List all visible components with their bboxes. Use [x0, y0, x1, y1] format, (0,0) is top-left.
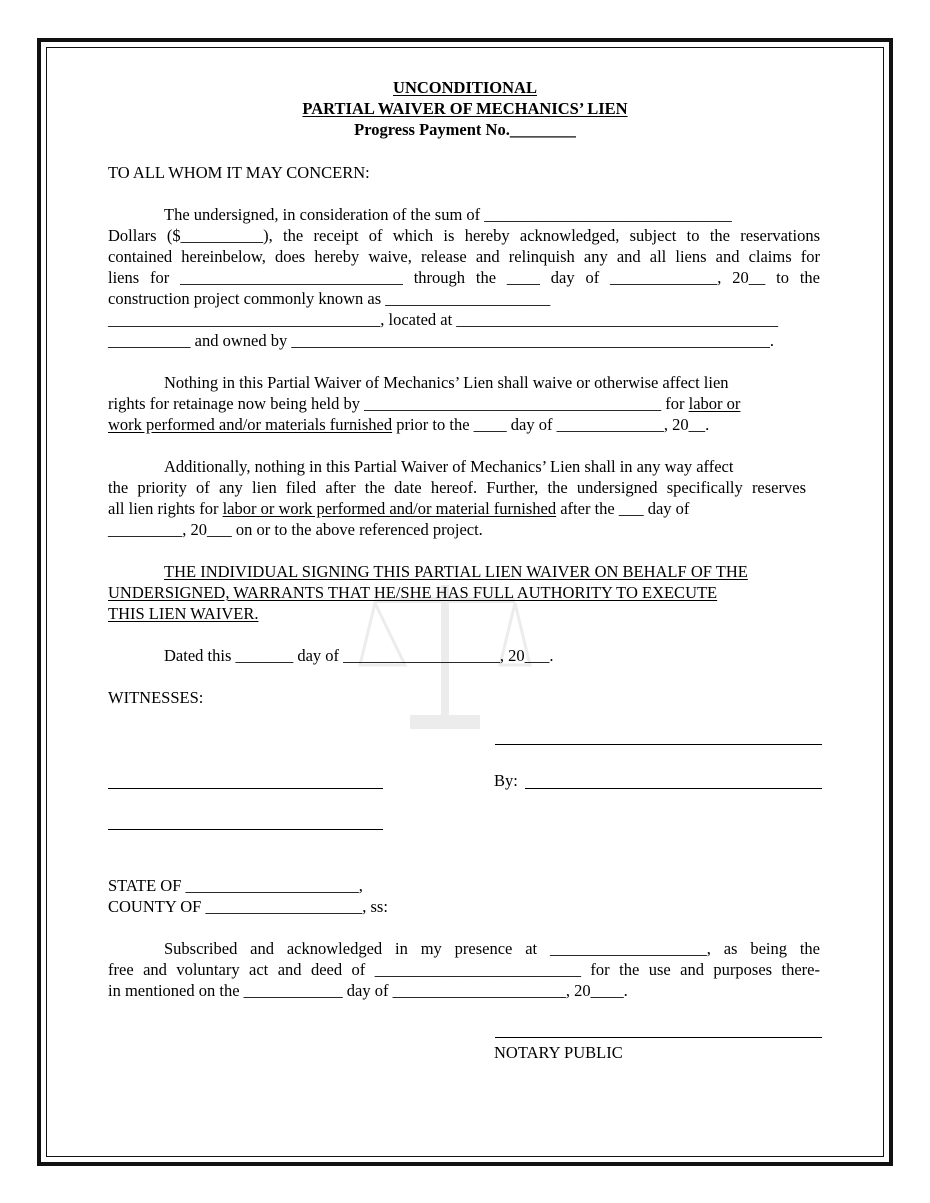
para2-text: rights for retainage now being held by ____________________________________ for — [108, 394, 689, 413]
para3-line: the priority of any lien filed after the date hereof. Further, the undersigned specifically reserves — [108, 478, 806, 497]
para2-underlined-text: work performed and/or materials furnished — [108, 415, 393, 434]
witnesses-label: WITNESSES: — [108, 688, 204, 707]
para1-line: liens for ___________________________ through the ____ day of _____________, 20__ to the — [108, 268, 820, 287]
warranty-line: THE INDIVIDUAL SIGNING THIS PARTIAL LIEN WAIVER ON BEHALF OF THE — [164, 562, 748, 581]
para2-line — [108, 415, 709, 435]
para2-underlined-text: labor or — [688, 394, 741, 413]
document-title: UNCONDITIONAL — [393, 78, 537, 97]
dated-line: Dated this _______ day of ___________________, 20___. — [164, 646, 554, 665]
para1-line: _________________________________, located at _______________________________________ — [108, 310, 779, 329]
by-label: By: — [494, 771, 518, 790]
notary-line: Subscribed and acknowledged in my presence at ___________________, as being the — [164, 939, 820, 958]
by-signature-line[interactable] — [525, 788, 822, 789]
para3-text: all lien rights for — [108, 499, 223, 518]
para3-text: after the ___ day of — [556, 499, 690, 518]
para1-line: The undersigned, in consideration of the sum of ______________________________ — [164, 205, 732, 224]
witness-signature-line[interactable] — [108, 829, 383, 830]
notary-line: in mentioned on the ____________ day of _____________________, 20____. — [108, 981, 628, 1000]
warranty-line: THIS LIEN WAIVER. — [108, 604, 259, 623]
para1-line: contained hereinbelow, does hereby waive, release and relinquish any and all liens and claims for — [108, 247, 820, 266]
signature-line[interactable] — [495, 744, 822, 745]
para2-text: prior to the ____ day of _____________, 20__. — [392, 415, 710, 434]
para2-line: Nothing in this Partial Waiver of Mechanics’ Lien shall waive or otherwise affect lien — [164, 373, 729, 392]
warranty-line: UNDERSIGNED, WARRANTS THAT HE/SHE HAS FULL AUTHORITY TO EXECUTE — [108, 583, 718, 602]
notary-line: free and voluntary act and deed of _________________________ for the use and purposes there- — [108, 960, 820, 979]
para1-line: Dollars ($__________), the receipt of which is hereby acknowledged, subject to the reservations — [108, 226, 820, 245]
progress-payment-line: Progress Payment No.________ — [354, 120, 576, 139]
para2-line — [108, 394, 740, 414]
county-line: COUNTY OF ___________________, ss: — [108, 897, 388, 916]
state-line: STATE OF _____________________, — [108, 876, 363, 895]
para3-line — [108, 499, 689, 519]
notary-public-label: NOTARY PUBLIC — [494, 1043, 623, 1062]
para3-underlined-text: labor or work performed and/or material furnished — [222, 499, 557, 518]
document-subtitle: PARTIAL WAIVER OF MECHANICS’ LIEN — [302, 99, 628, 118]
notary-signature-line[interactable] — [495, 1037, 822, 1038]
para3-line: _________, 20___ on or to the above referenced project. — [108, 520, 483, 539]
para3-line: Additionally, nothing in this Partial Waiver of Mechanics’ Lien shall in any way affect — [164, 457, 734, 476]
salutation: TO ALL WHOM IT MAY CONCERN: — [108, 163, 370, 182]
witness-signature-line[interactable] — [108, 788, 383, 789]
para1-line: __________ and owned by __________________________________________________________. — [108, 331, 774, 350]
para1-line: construction project commonly known as ____________________ — [108, 289, 551, 308]
